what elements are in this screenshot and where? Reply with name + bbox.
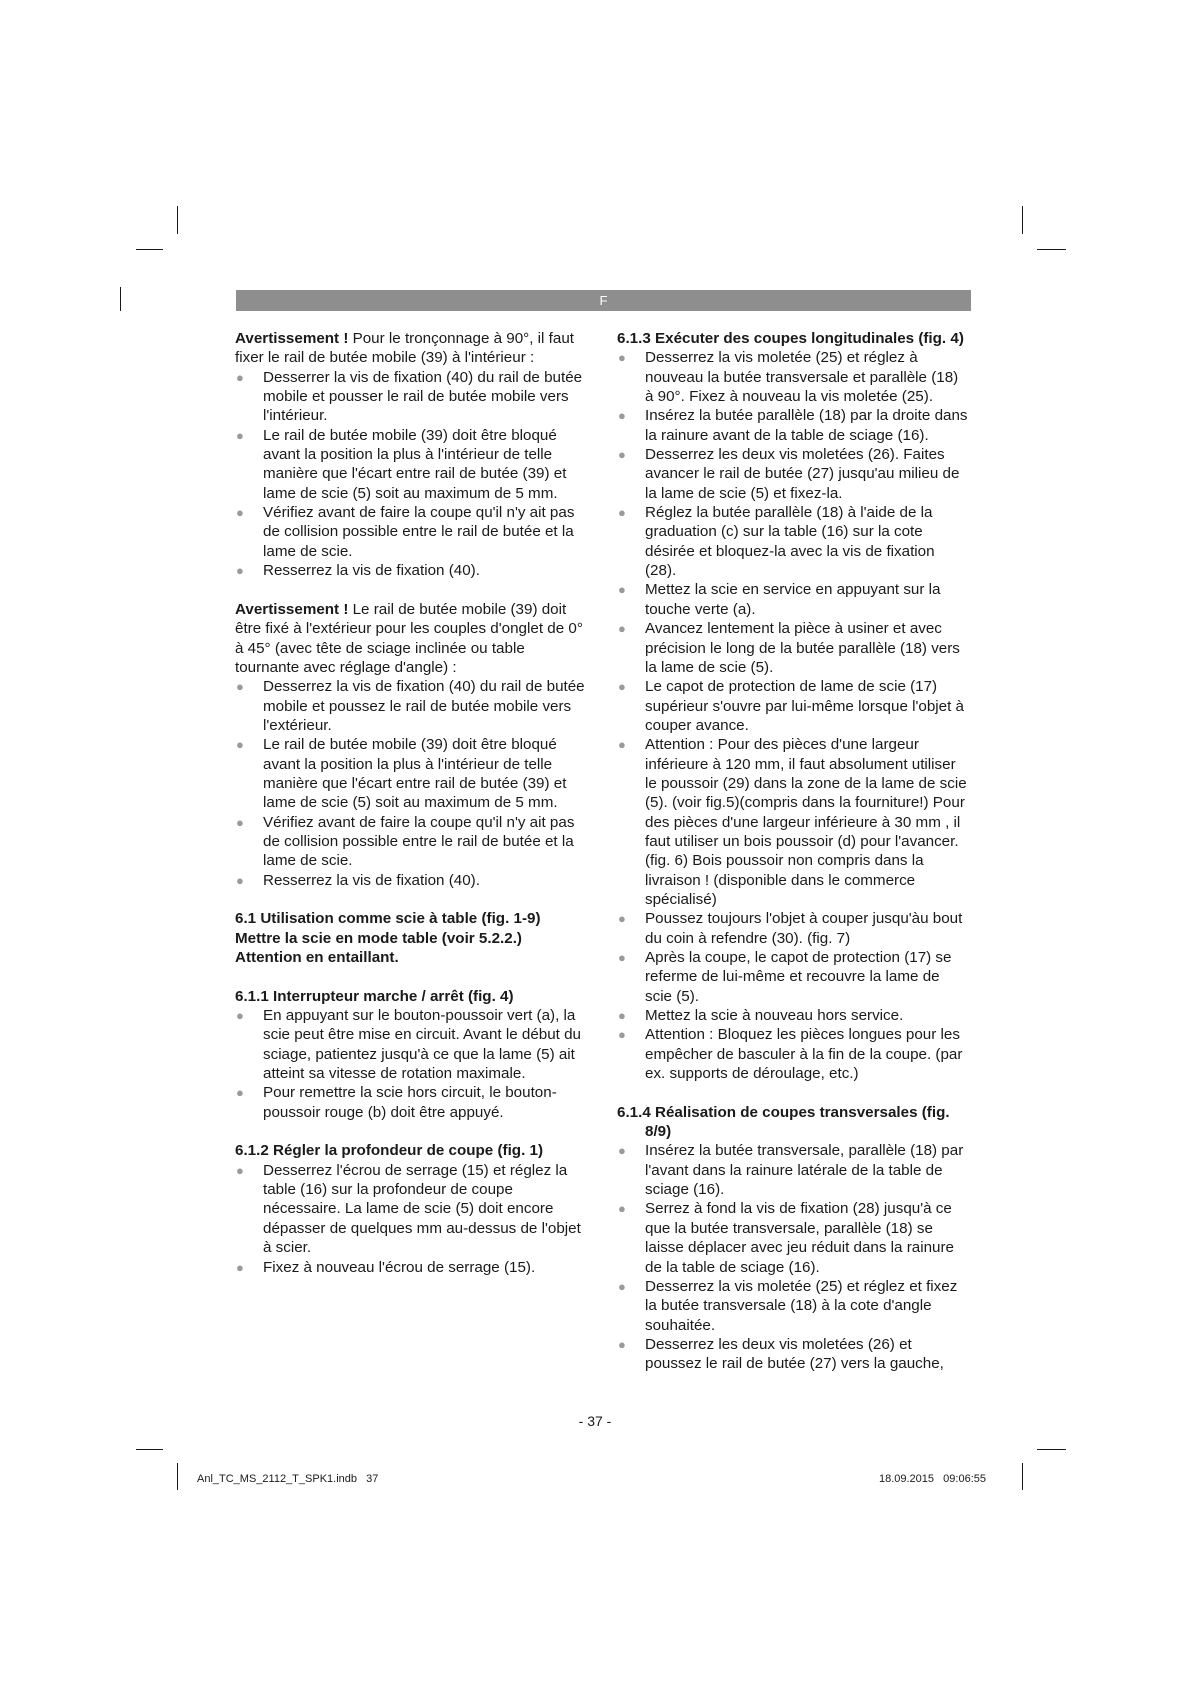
list-item: ● Serrez à fond la vis de fixation (28) jusqu'à ce que la butée transversale, parallèle (18) se laisse déplacer avec jeu réduit dans la rainure de la table de sciage (16). [618, 1200, 954, 1276]
bullet-icon: ● [618, 1278, 626, 1294]
bullet-icon: ● [618, 1027, 626, 1043]
language-code: F [599, 293, 608, 308]
list-item: ● Fixez à nouveau l'écrou de serrage (15). [236, 1258, 536, 1276]
list-item: ● Le rail de butée mobile (39) doit être bloqué avant la position la plus à l'intérieur de telle manière que l'écart entre rail de butée (39) et lame de scie (5) soit au maximum de 5 mm. [236, 736, 567, 812]
bullet-icon: ● [618, 1336, 626, 1352]
section-heading: 6.1 Utilisation comme scie à table (fig. 1-9) [235, 910, 541, 928]
list-item: ● Insérez la butée transversale, parallèle (18) par l'avant dans la rainure latérale de la table de sciage (16). [618, 1142, 964, 1199]
bullet-icon: ● [236, 1008, 244, 1024]
list-item: ● Desserrez les deux vis moletées (26). Faites avancer le rail de butée (27) jusqu'au milieu de la lame de scie (5) et fixez-la. [618, 446, 960, 502]
list-item: ● Desserrez l'écrou de serrage (15) et réglez la table (16) sur la profondeur de coupe nécessaire. La lame de scie (5) doit encore dépasser de quelques mm au-dessus de l'objet à scier. [236, 1161, 581, 1257]
bullet-icon: ● [618, 408, 626, 424]
bullet-icon: ● [236, 679, 244, 695]
list-item: ● Resserrez la vis de fixation (40). [236, 871, 480, 889]
bullet-icon: ● [618, 1143, 626, 1159]
section-heading: 6.1.1 Interrupteur marche / arrêt (fig. 4) [235, 987, 514, 1005]
section-heading: 6.1.4 Réalisation de coupes transversales (fig. 8/9) [617, 1103, 950, 1141]
bullet-icon: ● [618, 911, 626, 927]
crop-mark [1037, 1449, 1066, 1450]
crop-mark [136, 1449, 163, 1450]
bullet-icon: ● [236, 1259, 244, 1275]
warning-paragraph [235, 600, 587, 677]
warning-label: Avertissement ! [235, 600, 349, 618]
bullet-icon: ● [618, 1008, 626, 1024]
list-item: ● Poussez toujours l'objet à couper jusqu'àu bout du coin à refendre (30). (fig. 7) [618, 910, 963, 947]
bullet-icon: ● [236, 737, 244, 753]
bullet-icon: ● [236, 1162, 244, 1178]
bullet-list [235, 1161, 587, 1277]
list-item: ● Réglez la butée parallèle (18) à l'aide de la graduation (c) sur la table (16) sur la cote désirée et bloquez-la avec la vis de fixation (28). [618, 504, 935, 580]
list-item: ● Mettez la scie à nouveau hors service. [618, 1007, 904, 1025]
crop-mark [1022, 206, 1023, 234]
bullet-list [235, 1006, 587, 1122]
warning-text: Pour le tronçonnage à 90°, il faut fixer le rail de butée mobile (39) à l'intérieur : [235, 330, 574, 367]
bullet-icon: ● [236, 563, 244, 579]
list-item: ● En appuyant sur le bouton-poussoir vert (a), la scie peut être mise en circuit. Avant le début du sciage, patientez jusqu'à ce que la lame (5) ait atteint sa vitesse de rotation maximale. [236, 1007, 581, 1083]
crop-mark [1022, 1463, 1023, 1490]
warning-label: Avertissement ! [235, 330, 349, 347]
bullet-icon: ● [618, 582, 626, 598]
bullet-icon: ● [618, 737, 626, 753]
bullet-icon: ● [236, 1085, 244, 1101]
section-heading: 6.1.3 Exécuter des coupes longitudinales (fig. 4) [617, 330, 964, 347]
list-item: ● Après la coupe, le capot de protection (17) se referme de lui-même et recouvre la lame de scie (5). [618, 949, 952, 1005]
bullet-icon: ● [618, 950, 626, 965]
bullet-icon: ● [618, 679, 626, 695]
bullet-list [235, 677, 587, 890]
warning-text: Le rail de butée mobile (39) doit être fixé à l'extérieur pour les couples d'onglet de 0° à 45° (avec tête de sciage inclinée ou table tournante avec réglage d'angle) : [235, 600, 583, 676]
list-item: ● Insérez la butée parallèle (18) par la droite dans la rainure avant de la table de sciage (16). [618, 407, 968, 444]
crop-mark [136, 249, 163, 250]
warning-paragraph [235, 329, 587, 368]
bullet-icon: ● [236, 872, 244, 888]
bullet-icon: ● [618, 447, 626, 463]
crop-mark [177, 1463, 178, 1490]
crop-mark [1037, 249, 1066, 250]
bullet-icon: ● [236, 505, 244, 521]
list-item: ● Avancez lentement la pièce à usiner et avec précision le long de la butée parallèle (18) vers la lame de scie (5). [618, 620, 960, 676]
crop-mark [177, 206, 178, 234]
section-heading: Mettre la scie en mode table (voir 5.2.2.) [235, 929, 522, 947]
footer-timestamp: 18.09.2015 09:06:55 [878, 1473, 986, 1485]
list-item: ● Resserrez la vis de fixation (40). [236, 562, 480, 580]
list-item: ● Mettez la scie en service en appuyant sur la touche verte (a). [618, 581, 941, 618]
list-item: ● Desserrez la vis moletée (25) et réglez à nouveau la butée transversale et parallèle (18) à 90°. Fixez à nouveau la vis moletée (25). [618, 349, 959, 406]
right-column [617, 329, 969, 1374]
crop-mark [120, 287, 121, 311]
left-column [235, 329, 587, 1277]
bullet-icon: ● [236, 427, 244, 443]
footer-file-name: Anl_TC_MS_2112_T_SPK1.indb 37 [197, 1473, 379, 1485]
bullet-icon: ● [618, 621, 626, 637]
bullet-list [617, 348, 969, 1083]
list-item: ● Le capot de protection de lame de scie (17) supérieur s'ouvre par lui-même lorsque l'objet à couper avance. [618, 678, 964, 734]
page-number: - 37 - [578, 1413, 612, 1429]
list-item: ● Desserrez la vis moletée (25) et réglez et fixez la butée transversale (18) à la cote d'angle souhaitée. [618, 1277, 958, 1334]
list-item: ● Pour remettre la scie hors circuit, le bouton-poussoir rouge (b) doit être appuyé. [236, 1084, 557, 1121]
list-item: ● Desserrez la vis de fixation (40) du rail de butée mobile et poussez le rail de butée mobile vers l'extérieur. [236, 678, 585, 734]
list-item: ● Desserrez les deux vis moletées (26) et poussez le rail de butée (27) vers la gauche, [618, 1335, 944, 1373]
list-item: ● Vérifiez avant de faire la coupe qu'il n'y ait pas de collision possible entre le rail de butée et la lame de scie. [236, 504, 575, 560]
section-heading: 6.1.2 Régler la profondeur de coupe (fig. 1) [235, 1142, 544, 1160]
bullet-list [617, 1141, 969, 1373]
list-item: ● Attention : Bloquez les pièces longues pour les empêcher de basculer à la fin de la coupe. (par ex. supports de déroulage, etc.) [618, 1026, 963, 1083]
bullet-icon: ● [236, 814, 244, 830]
bullet-icon: ● [236, 369, 244, 385]
list-item: ● Le rail de butée mobile (39) doit être bloqué avant la position la plus à l'intérieur de telle manière que l'écart entre rail de butée (39) et lame de scie (5) soit au maximum de 5 mm. [236, 426, 567, 502]
bullet-icon: ● [618, 1201, 626, 1217]
bullet-icon: ● [618, 350, 626, 366]
bullet-list [235, 368, 587, 581]
language-header-bar [236, 290, 971, 311]
list-item: ● Attention : Pour des pièces d'une largeur inférieure à 120 mm, il faut absolument utiliser le poussoir (29) dans la zone de la lame de scie (5). (voir fig.5)(compris dans la fourniture!) Pour des pièces d'une largeur inférieure à 30 mm , il faut utiliser un bois poussoir (d) pour l'avancer. (fig. 6) Bois poussoir non compris dans la livraison ! (disponible dans le commerce spécialisé) [618, 736, 967, 908]
list-item: ● Vérifiez avant de faire la coupe qu'il n'y ait pas de collision possible entre le rail de butée et la lame de scie. [236, 813, 575, 870]
bullet-icon: ● [618, 505, 626, 521]
list-item: ● Desserrer la vis de fixation (40) du rail de butée mobile et pousser le rail de butée mobile vers l'intérieur. [236, 368, 583, 425]
section-heading: Attention en entaillant. [235, 949, 399, 966]
